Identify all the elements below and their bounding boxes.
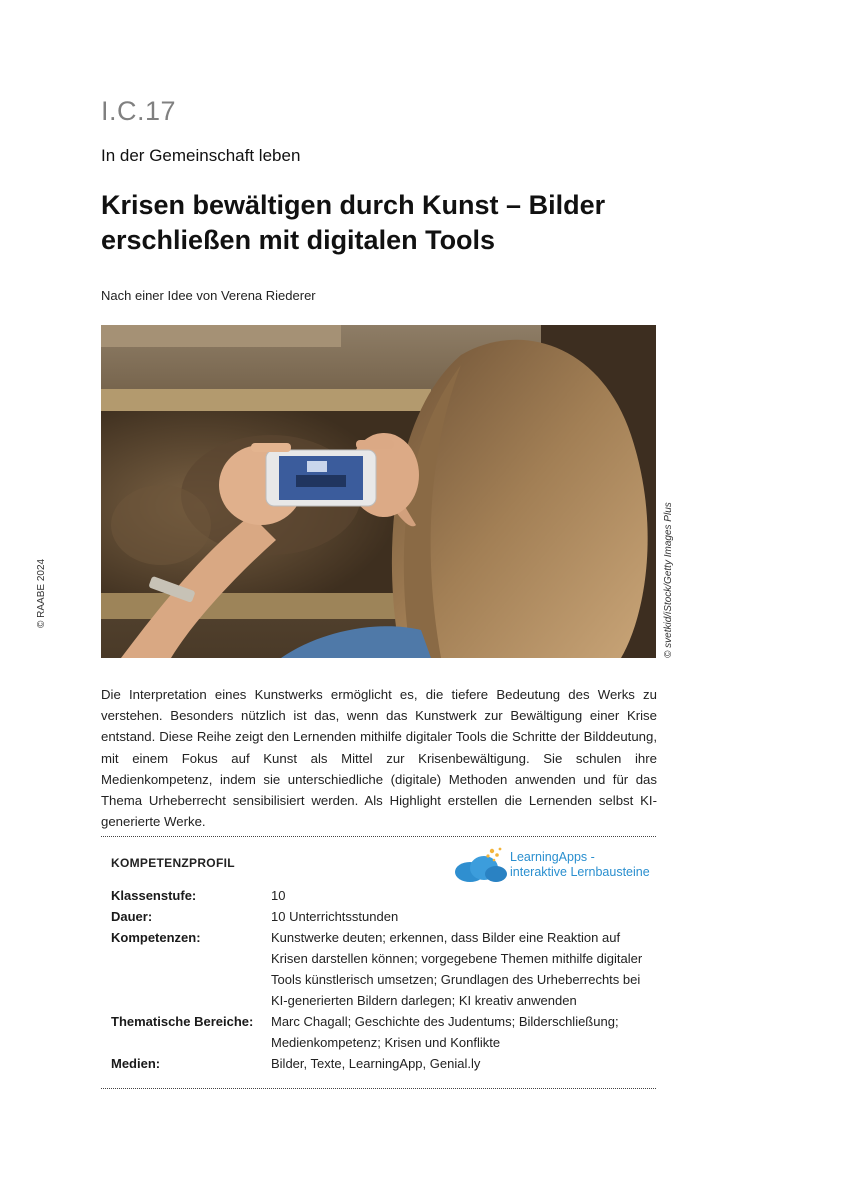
page-title-line-1: Krisen bewältigen durch Kunst – Bilder	[101, 190, 606, 220]
cover-photo	[101, 325, 656, 658]
profile-label-duration: Dauer:	[111, 909, 153, 924]
learningapps-label-line-1: LearningApps -	[510, 850, 595, 864]
divider-bottom	[101, 1088, 656, 1089]
cloud-icon	[452, 842, 512, 886]
copyright-note: © RAABE 2024	[36, 558, 47, 628]
intro-paragraph: Die Interpretation eines Kunstwerks ermöglicht es, die tiefere Bedeutung des Werks zu verstehen. Besonders nützlich ist das, wenn das Kunstwerk zur Bewältigung einer Krise entstand. Diese Reihe zeigt den Lernenden mithilfe digitaler Tools die Schritte der Bilddeutung, mit einem Fokus auf Kunst als Mittel zur Krisenbewältigung. Sie schulen ihre Medienkompetenz, indem sie unterschiedliche (digitale) Methoden anwenden und für das Thema Urheberrecht sensibilisiert werden. Als Highlight erstellen die Lernenden selbst KI-generierte Werke.	[101, 687, 657, 830]
photo-credit: © svetkid/iStock/Getty Images Plus	[663, 502, 674, 658]
learningapps-label-line-2: interaktive Lernbausteine	[510, 865, 650, 879]
page-title-line-2: erschließen mit digitalen Tools	[101, 225, 496, 255]
profile-value-grade: 10	[271, 888, 286, 903]
page-title	[101, 188, 661, 258]
competence-profile-heading: KOMPETENZPROFIL	[111, 856, 235, 870]
series-title: In der Gemeinschaft leben	[101, 146, 301, 165]
profile-label-topics: Thematische Bereiche:	[111, 1014, 254, 1029]
profile-value-media: Bilder, Texte, LearningApp, Genial.ly	[271, 1056, 481, 1071]
profile-value-competences: Kunstwerke deuten; erkennen, dass Bilder eine Reaktion auf Krisen darstellen können; vorgegebene Themen mithilfe digitaler Tools künstlerisch umsetzen; Grundlagen des Urheberrechts bei KI-generierten Bildern darlegen; KI kreativ anwenden	[271, 930, 643, 1008]
unit-code: I.C.17	[101, 96, 177, 126]
profile-label-competences: Kompetenzen:	[111, 930, 201, 945]
author-line: Nach einer Idee von Verena Riederer	[101, 288, 316, 303]
learningapps-label	[510, 850, 650, 880]
profile-label-grade: Klassenstufe:	[111, 888, 197, 903]
profile-value-topics: Marc Chagall; Geschichte des Judentums; Bilderschließung; Medienkompetenz; Krisen und Konflikte	[271, 1014, 619, 1050]
profile-label-media: Medien:	[111, 1056, 161, 1071]
divider-top	[101, 836, 656, 837]
profile-value-duration: 10 Unterrichtsstunden	[271, 909, 399, 924]
